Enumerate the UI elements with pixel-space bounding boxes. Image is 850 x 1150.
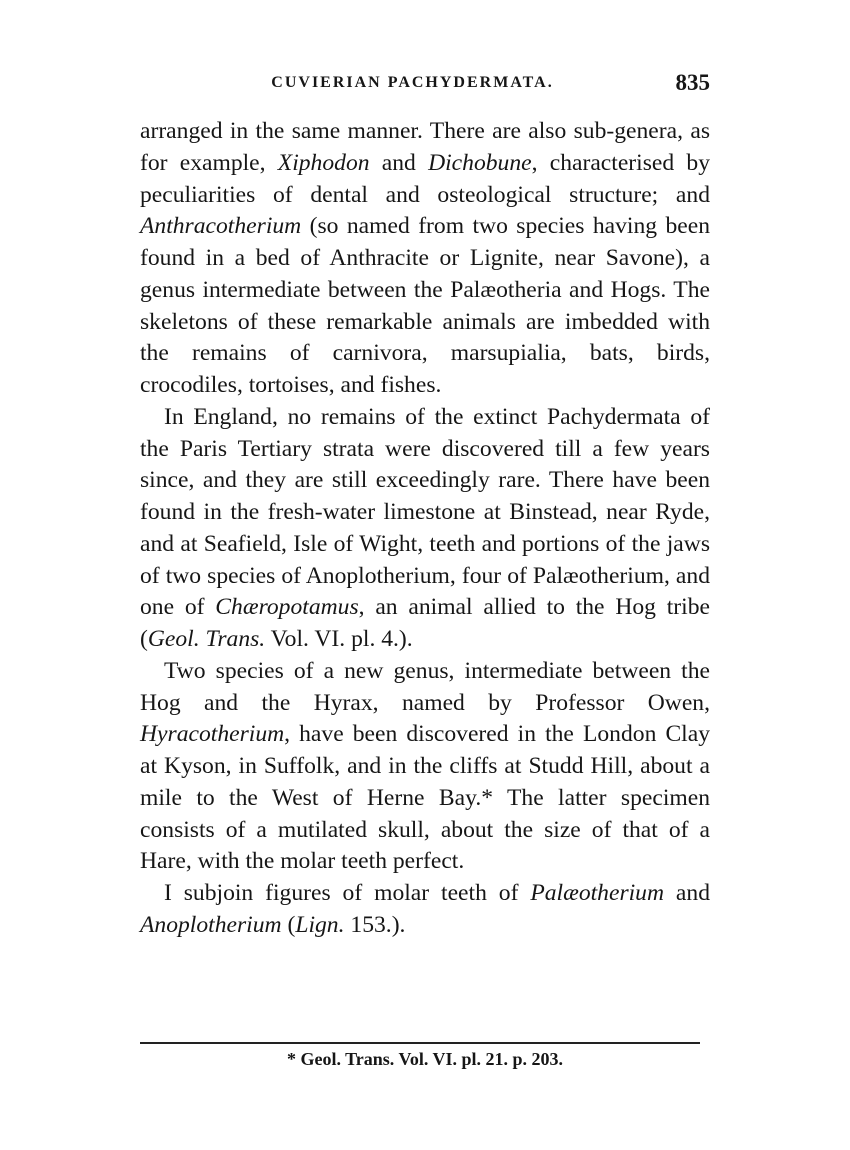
genus-name: Chæropotamus — [215, 594, 359, 621]
text-run: , have been discovered in the London Clay at Kyson, in Suffolk, and in the cliffs at Studd Hill, about a mile to the West of Herne Bay.* The latter specimen consists of a mutilated skull, about the size of that of a Hare, with the molar teeth perfect. — [140, 721, 710, 875]
paragraph-2 — [140, 402, 710, 656]
page-number: 835 — [675, 70, 710, 95]
text-run: , characterised by peculiarities of dental and osteological structure; and — [140, 149, 710, 208]
running-title: CUVIERIAN PACHYDERMATA. — [271, 74, 554, 91]
genus-name: Palæotherium — [530, 880, 665, 906]
paragraph-4 — [140, 878, 710, 942]
footnote-rule — [140, 1042, 700, 1044]
footnote: * Geol. Trans. Vol. VI. pl. 21. p. 203. — [286, 1049, 564, 1069]
text-run: arranged in the same manner. There are also sub-genera, as for example, — [140, 118, 710, 176]
running-head — [140, 70, 710, 104]
citation: Geol. Trans. — [147, 626, 266, 652]
genus-name: Xiphodon — [277, 149, 370, 176]
genus-name: Hyracotherium — [140, 721, 285, 748]
paragraph-3 — [140, 656, 710, 878]
text-run: and — [664, 880, 710, 906]
text-run: 153.). — [344, 911, 406, 938]
text-run: , an animal allied to the Hog tribe ( — [140, 594, 710, 652]
text-run: I subjoin figures of molar teeth of — [164, 880, 531, 906]
text-run: and — [369, 149, 429, 176]
body-text — [140, 116, 710, 942]
text-run: (so named from two species having been found in a bed of Anthracite or Lignite, near Savone), a genus intermediate between the Palæotheria and Hogs. The skeletons of these remarkable animals are imbedded with the remains of carnivora, marsupialia, bats, birds, crocodiles, tortoises, and fishes. — [140, 213, 710, 398]
figure-reference: Lign. — [295, 911, 345, 938]
genus-name: Anoplotherium — [140, 911, 282, 938]
text-run: Two species of a new genus, intermediate between the Hog and the Hyrax, named by Professor Owen, — [140, 657, 710, 716]
text-run: In England, no remains of the extinct Pachydermata of the Paris Tertiary strata were discovered till a few years since, and they are still exceedingly rare. There have been found in the fresh-water limestone at Binstead, near Ryde, and at Seafield, Isle of Wight, teeth and portions of the jaws of two species of Anoplotherium, four of Palæotherium, and one of — [140, 403, 710, 621]
text-run: ( — [281, 911, 296, 938]
paragraph-1 — [140, 116, 710, 402]
genus-name: Anthracotherium — [140, 213, 302, 240]
text-run: Vol. VI. pl. 4.). — [265, 626, 413, 652]
genus-name: Dichobune — [428, 149, 532, 176]
